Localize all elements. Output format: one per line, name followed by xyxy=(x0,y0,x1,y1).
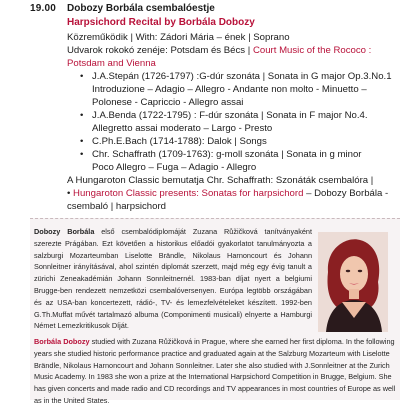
bio-hu-name: Dobozy Borbála xyxy=(34,227,95,236)
program-item-line: Introduzione – Adagio – Allegro - Andante non molto - Minuetto – xyxy=(92,84,367,95)
program-item-line: Polonese - Capriccio - Allegro assai xyxy=(92,97,244,108)
bio-en-name: Borbála Dobozy xyxy=(34,337,90,346)
closing-bullet-icon: • xyxy=(67,188,74,199)
program-item-line: Chr. Schaffrath (1709-1763): g-moll szonáta | Sonata in g minor xyxy=(92,149,362,160)
closing-performer: – Dobozy Borbála - xyxy=(303,188,389,199)
venue-line xyxy=(67,44,397,57)
program-item xyxy=(92,109,397,135)
bio-divider xyxy=(30,218,400,219)
bio-english xyxy=(34,336,396,407)
participants-line: Közreműködik | With: Zádori Mária – ének | Soprano xyxy=(67,32,290,43)
closing-line-2 xyxy=(67,187,397,200)
program-item-line: J.A.Benda (1722-1795) : F-dúr szonáta | Sonata in F major No.4. xyxy=(92,110,368,121)
bio-en-text: studied with Zuzana Růžičková in Prague, where she earned her first diploma. In the following years she studied historic performance practice and graduated again at the Salzburg Mozarteum with Liselotte Brändle, Nikolaus Harnoncourt and Johann Sonnleitner. Later she also studied with J.Sonnleitner at the Zurich Music Academy. In 1983 she won a prize at the International Harpsichord Competition in Brugge, Belgium. She has given concerts and made radio and CD recordings and TV appearances in most countries of Europe as well as in the United States. xyxy=(34,337,396,405)
program-item xyxy=(92,148,397,174)
venue-en: Court Music of the Rococo : xyxy=(252,45,372,56)
program-item-line: Poco Allegro – Fuga – Adagio - Allegro xyxy=(92,162,257,173)
artist-photo xyxy=(318,232,388,332)
program-item-line: C.Ph.E.Bach (1714-1788): Dalok | Songs xyxy=(92,136,267,147)
closing-line-3: csembaló | harpsichord xyxy=(67,201,167,212)
bullet-icon: • xyxy=(80,110,84,121)
program-item-line: Allegretto assai moderato – Largo - Presto xyxy=(92,123,273,134)
venue-hu: Udvarok rokokó zenéje: Potsdam és Bécs | xyxy=(67,45,253,56)
closing-en-title: Hungaroton Classic presents: Sonatas for harpsichord xyxy=(73,188,304,199)
bullet-icon: • xyxy=(80,136,84,147)
bullet-icon: • xyxy=(80,71,84,82)
artist-portrait-image xyxy=(318,232,388,332)
program-item xyxy=(92,70,397,109)
bio-hu-text: első csembalódiplomáját Zuzana Růžičková tanítványaként szerezte Prágában. Ezt követően a historikus előadói gyakorlatot tanulmányozta a salzburgi Mozarteumban Liselotte Brändle, Nikolaus Harnoncourt és Johann Sonnleitner irányításával, ahol szintén diplomát szerzett, majd még egy évig tanult a zürichi Zeneakadémián Johann Sonnleitnernél. 1983-ban díjat nyert a belgiumi Brugge-ben rendezett nemzetközi csembalóversenyen. Európa legtöbb országában és az USA-ban koncertezett, rádió-, TV- és lemezfelvételeket készített. 1992-ben G.Th.Muffat művét tartalmazó albuma (Componimenti musicali) elnyerte a Hamburgi Német Lemezkritikusok Díját. xyxy=(34,227,312,331)
event-time: 19.00 xyxy=(30,3,57,14)
event-subtitle: Harpsichord Recital by Borbála Dobozy xyxy=(67,17,255,28)
bio-hungarian xyxy=(34,226,312,332)
event-title: Dobozy Borbála csembalóestje xyxy=(67,3,215,14)
venue-en-line2: Potsdam and Vienna xyxy=(67,58,156,69)
closing-line-1: A Hungaroton Classic bemutatja Chr. Schaffrath: Szonáták csembalóra | xyxy=(67,175,374,186)
program-item-line: J.A.Stepán (1726-1797) :G-dúr szonáta | Sonata in G major Op.3.No.1 xyxy=(92,71,392,82)
program-item xyxy=(92,135,397,148)
bullet-icon: • xyxy=(80,149,84,160)
